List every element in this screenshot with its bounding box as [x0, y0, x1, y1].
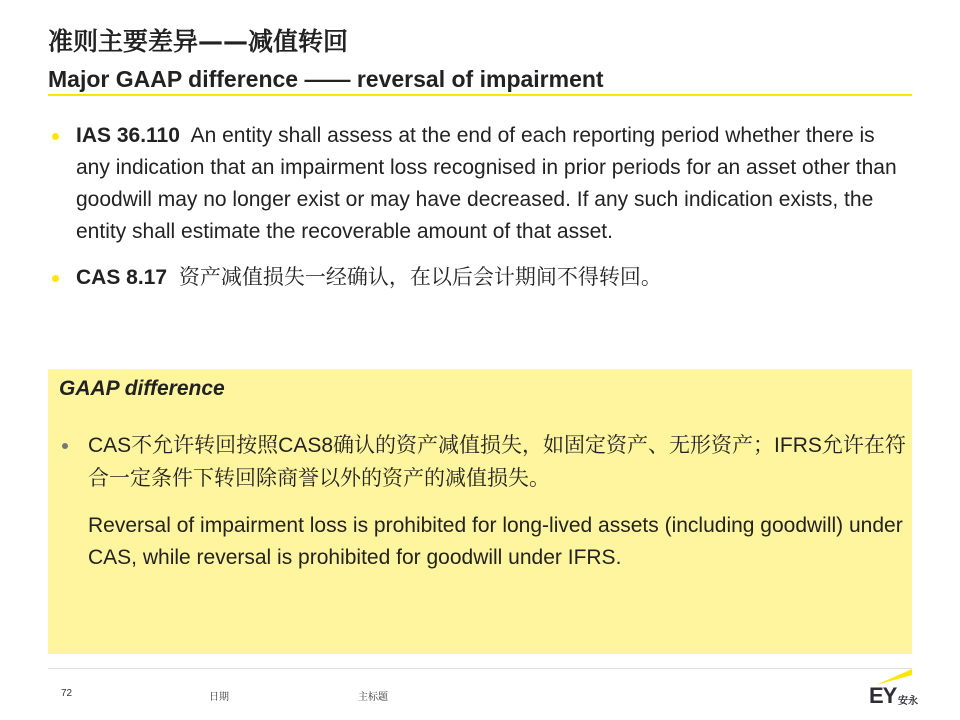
bullet-dot-icon: [52, 275, 59, 282]
page-number: 72: [61, 688, 73, 699]
bullet-dot-icon: [52, 133, 59, 140]
bullet-ref: IAS 36.110: [76, 124, 180, 147]
gaap-difference-text-en: Reversal of impairment loss is prohibited for long-lived assets (including goodwill) under CAS, while reversal is prohibited for goodwill under IFRS.: [88, 514, 903, 569]
slide-title-english: Major GAAP difference —— reversal of impairment: [48, 66, 604, 92]
gaap-difference-box: [48, 369, 912, 654]
ey-logo-chinese: 安永: [898, 696, 918, 707]
title-underline: [48, 94, 912, 96]
gaap-difference-text-cn: CAS不允许转回按照CAS8确认的资产减值损失，如固定资产、无形资产；IFRS允许在符合一定条件下转回除商誉以外的资产的减值损失。: [88, 434, 906, 490]
footer-divider: [48, 668, 912, 669]
ey-logo: EY: [869, 683, 897, 708]
gaap-difference-item-cn: [62, 429, 918, 495]
bullet-ref: CAS 8.17: [76, 266, 168, 289]
bullet-dot-icon: [62, 443, 68, 449]
slide-title-chinese: 准则主要差异——减值转回: [48, 27, 349, 56]
footer-main-title: 主标题: [358, 692, 388, 703]
bullet-text: 资产减值损失一经确认，在以后会计期间不得转回。: [178, 266, 662, 289]
bullet-ias: [50, 120, 900, 248]
bullet-cas: [50, 262, 900, 294]
footer-date: 日期: [209, 692, 229, 703]
gaap-difference-heading: GAAP difference: [59, 377, 225, 400]
bullet-list: [50, 120, 900, 294]
bullet-text: An entity shall assess at the end of each reporting period whether there is any indication that an impairment loss recognised in prior periods for an asset other than goodwill may no longer exist or may have decreased. If any such indication exists, the entity shall estimate the recoverable amount of that asset.: [76, 124, 897, 243]
